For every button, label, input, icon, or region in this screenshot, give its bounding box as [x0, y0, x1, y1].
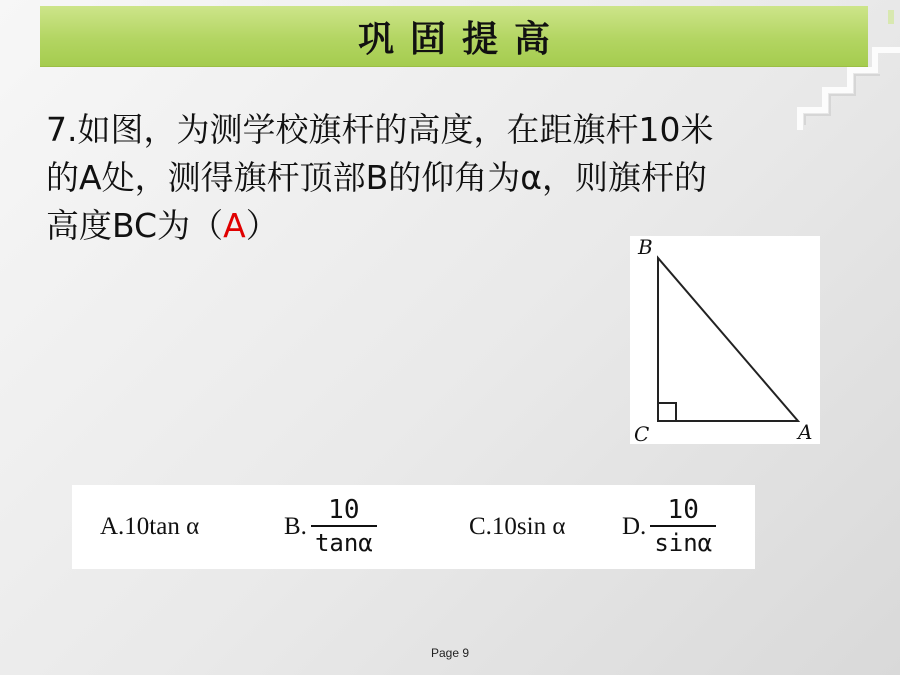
option-d [622, 485, 716, 569]
option-b-numerator: 10 [328, 495, 360, 526]
option-b [284, 485, 377, 569]
slide-title: 巩固提高 [357, 17, 566, 60]
question-text [46, 106, 846, 250]
question-line-3-suffix: ） [245, 206, 279, 245]
option-d-denominator: sinα [654, 528, 713, 557]
answer-options [72, 485, 755, 569]
option-c: C.10sin α [469, 513, 566, 540]
option-b-denominator: tanα [314, 528, 373, 557]
answer-mark: A [223, 206, 246, 245]
triangle-figure [630, 236, 820, 444]
option-d-letter: D. [622, 513, 647, 540]
option-d-fraction [650, 495, 716, 559]
triangle-shape [658, 258, 798, 421]
question-line-3-prefix: 高度BC为（ [46, 206, 224, 245]
page-number: Page 9 [430, 646, 470, 660]
option-d-numerator: 10 [667, 495, 699, 526]
option-a: A.10tan α [100, 513, 200, 540]
option-b-letter: B. [284, 513, 307, 540]
triangle-diagram [630, 236, 820, 444]
option-b-fraction [311, 495, 377, 559]
label-b: B [638, 236, 653, 259]
right-angle-mark [658, 403, 676, 421]
title-bar [40, 6, 868, 67]
label-c: C [634, 422, 650, 444]
label-a: A [798, 420, 813, 444]
question-line-1: 7.如图，为测学校旗杆的高度，在距旗杆10米 [46, 110, 714, 149]
question-line-2: 的A处，测得旗杆顶部B的仰角为α，则旗杆的 [46, 158, 707, 197]
